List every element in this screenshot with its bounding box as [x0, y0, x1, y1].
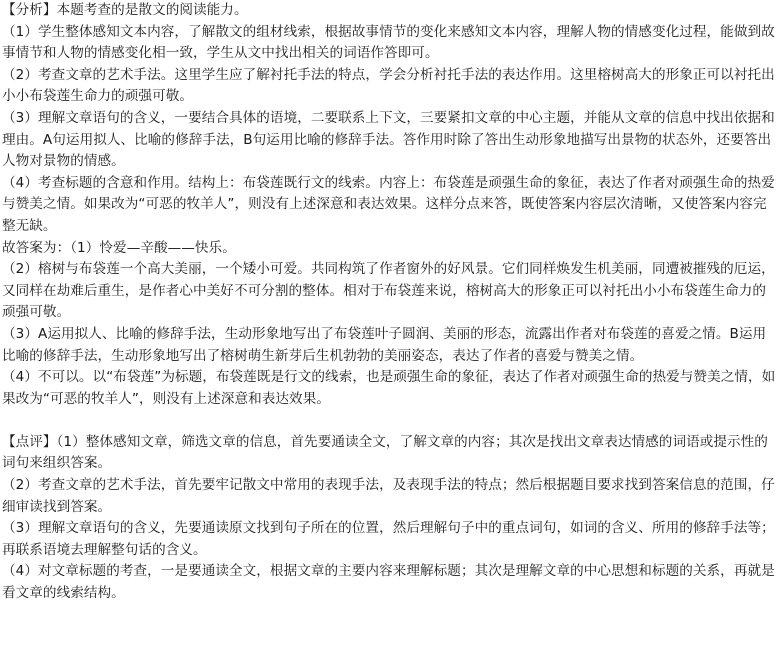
answer-point-4: （4）不可以。以“布袋莲”为标题，布袋莲既是行文的线索，也是顽强生命的象征，表达了作者对顽强生命的热爱与赞美之情，如果改为“可恶的牧羊人”，则没有上述深意和表达效果。: [2, 369, 776, 407]
comment-heading: 【点评】（1）整体感知文章，筛选文章的信息，首先要通读全文，了解文章的内容；其次是找出文章表达情感的词语或提示性的词句来组织答案。: [2, 433, 768, 472]
comment-point-2: （2）考查文章的艺术手法，首先要牢记散文中常用的表现手法，及表现手法的特点；然后根据题目要求找到答案信息的范围，仔细审读找到答案。: [2, 477, 775, 515]
answer-point-2: （2）榕树与布袋莲一个高大美丽，一个矮小可爱。共同构筑了作者窗外的好风景。它们同样焕发生机美丽，同遭被摧残的厄运，又同样在劫难后重生，是作者心中美好不可分割的整体。相对于布袋莲来说，榕树高大的形象正可以衬托出小小布袋莲生命力的顽强可敬。: [2, 261, 775, 321]
analysis-point-4: （4）考查标题的含意和作用。结构上：布袋莲既行文的线索。内容上：布袋莲是顽强生命的象征，表达了作者对顽强生命的热爱与赞美之情。如果改为“可恶的牧羊人”，则没有上述深意和表达效果。这样分点来答，既使答案内容层次清晰，又使答案内容完整无缺。: [2, 174, 775, 234]
analysis-point-2: （2）考查文章的艺术手法。这里学生应了解衬托手法的特点，学会分析衬托手法的表达作用。这里榕树高大的形象正可以衬托出小小布袋莲生命力的顽强可敬。: [2, 66, 775, 105]
section-spacer: [2, 410, 776, 432]
analysis-heading: 【分析】本题考查的是散文的阅读能力。: [2, 2, 248, 18]
answer-point-3: （3）A运用拟人、比喻的修辞手法，生动形象地写出了布袋莲叶子圆润、美丽的形态，流露出作者对布袋莲的喜爱之情。B运用比喻的修辞手法，生动形象地写出了榕树萌生新芽后生机勃勃的美丽姿态，表达了作者的喜爱与赞美之情。: [2, 325, 767, 364]
analysis-point-1: （1）学生整体感知文本内容，了解散文的组材线索，根据故事情节的变化来感知文本内容，理解人物的情感变化过程，能做到故事情节和人物的情感变化相一致，学生从文中找出相关的词语作答即可。: [2, 23, 775, 62]
comment-point-4: （4）对文章标题的考查，一是要通读全文，根据文章的主要内容来理解标题；其次是理解文章的中心思想和标题的关系，再就是看文章的线索结构。: [2, 563, 775, 602]
answer-heading: 故答案为：（1）怜爱—辛酸——快乐。: [2, 239, 236, 256]
comment-point-3: （3）理解文章语句的含义，先要通读原文找到句子所在的位置，然后理解句子中的重点词句，如词的含义、所用的修辞手法等；再联系语境去理解整句话的含义。: [2, 520, 775, 558]
analysis-point-3: （3）理解文章语句的含义，一要结合具体的语境，二要联系上下文，三要紧扣文章的中心主题，并能从文章的信息中找出依据和理由。A句运用拟人、比喻的修辞手法，B句运用比喻的修辞手法。答作用时除了答出生动形象地描写出景物的状态外，还要答出人物对景物的情感。: [2, 109, 775, 170]
